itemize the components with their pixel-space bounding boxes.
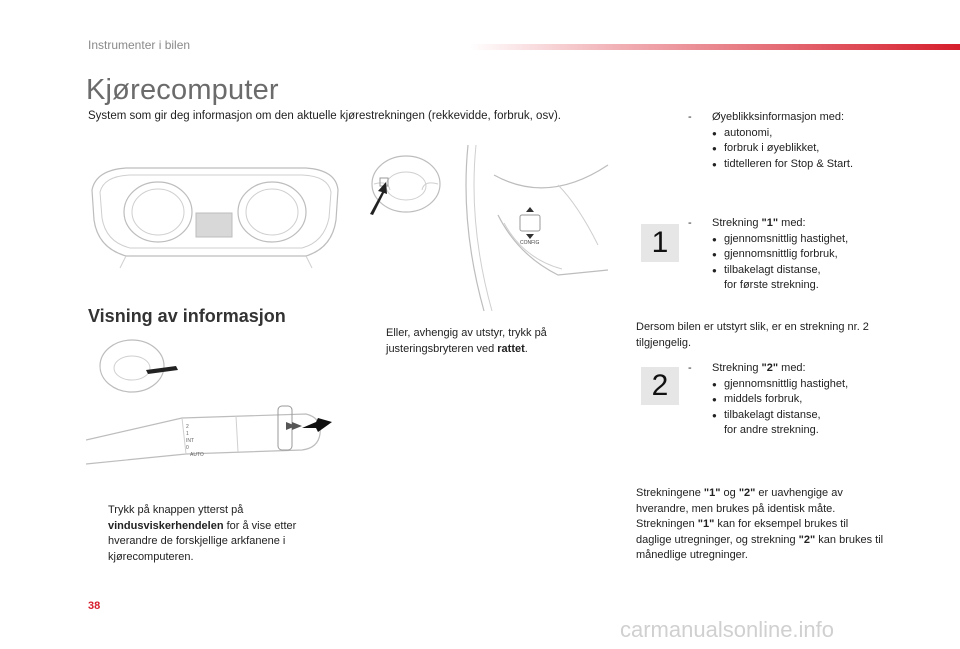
list-item: ● gjennomsnittlig hastighet, xyxy=(712,232,848,248)
instant-info-heading: Øyeblikksinformasjon med: xyxy=(712,111,845,123)
trip-2-heading: Strekning "2" med: xyxy=(712,362,806,374)
header-accent-bar xyxy=(470,44,960,50)
config-button-label: CONFIG xyxy=(520,240,540,246)
list-item: ● autonomi, xyxy=(712,126,853,142)
trip-1-block: - Strekning "1" med: ● gjennomsnittlig hastighet, ● gjennomsnittlig forbruk, ● tilbakelagt distanse, for første strekning. xyxy=(688,216,918,296)
display-heading: Visning av informasjon xyxy=(88,306,286,326)
stalk-label-int: INT xyxy=(186,438,195,444)
steering-wheel-controls-illustration xyxy=(458,145,618,315)
trip-note: Dersom bilen er utstyrt slik, er en strekning nr. 2 tilgjengelig. xyxy=(636,321,869,349)
trips-footer-note: Strekningene "1" og "2" er uavhengige av hverandre, men brukes på identisk måte. Strekningen "1" kan for eksempel brukes til daglige utregninger, og strekning "2" kan brukes til månedlige utregninger. xyxy=(636,487,884,561)
instrument-cluster-illustration xyxy=(86,150,344,275)
list-item: ● tilbakelagt distanse, for andre strekning. xyxy=(712,408,848,439)
list-item: ● gjennomsnittlig hastighet, xyxy=(712,377,848,393)
wheel-instruction-text: Eller, avhengig av utstyr, trykk på justeringsbryteren ved rattet. xyxy=(386,327,547,355)
instant-info-block: - Øyeblikksinformasjon med: ● autonomi, ● forbruk i øyeblikket, ● tidtelleren for Stop & Start. xyxy=(688,110,918,180)
list-item: ● tilbakelagt distanse, for første strekning. xyxy=(712,263,848,294)
page-title: Kjørecomputer xyxy=(86,74,279,106)
list-item: ● tidtelleren for Stop & Start. xyxy=(712,157,853,173)
stalk-label-1: 1 xyxy=(186,431,189,437)
stalk-label-2: 2 xyxy=(186,424,189,430)
stalk-label-0: 0 xyxy=(186,445,189,451)
section-label: Instrumenter i bilen xyxy=(88,38,191,52)
trip-1-heading: Strekning "1" med: xyxy=(712,217,806,229)
list-item: ● middels forbruk, xyxy=(712,392,848,408)
trip-2-block: - Strekning "2" med: ● gjennomsnittlig hastighet, ● middels forbruk, ● tilbakelagt distanse, for andre strekning. xyxy=(688,361,918,441)
wiper-stalk-illustration xyxy=(86,336,336,476)
list-item: ● gjennomsnittlig forbruk, xyxy=(712,247,848,263)
page-number: 38 xyxy=(88,600,101,612)
watermark: carmanualsonline.info xyxy=(620,617,835,642)
trip-1-badge: 1 xyxy=(641,224,679,262)
list-item: ● forbruk i øyeblikket, xyxy=(712,141,853,157)
stalk-label-auto: AUTO xyxy=(190,452,204,458)
trip-2-badge: 2 xyxy=(641,367,679,405)
intro-text: System som gir deg informasjon om den aktuelle kjørestrekningen (rekkevidde, forbruk, osv). xyxy=(88,110,561,122)
steering-wheel-illustration xyxy=(364,150,444,220)
wiper-instruction-text: Trykk på knappen ytterst på vindusviskerhendelen for å vise etter hverandre de forskjellige arkfanene i kjørecomputeren. xyxy=(108,504,297,563)
